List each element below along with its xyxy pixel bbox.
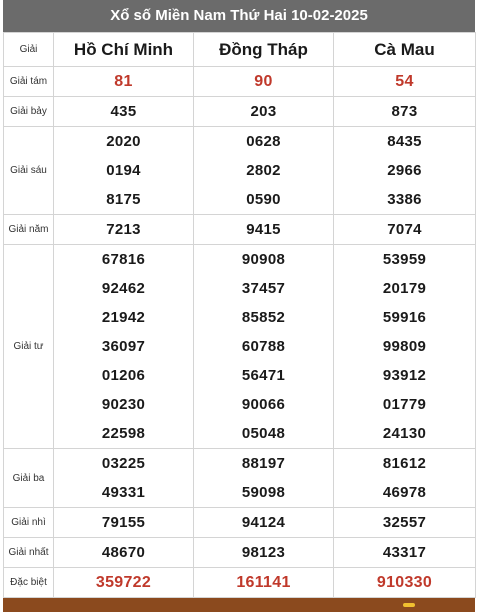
prize-number: 81612 [382,455,427,472]
prize-number: 93912 [382,367,427,384]
prize-number: 92462 [101,280,146,297]
prize-cell-ho-chi-minh [54,508,194,538]
prize-number: 3386 [387,191,422,208]
prize-cell-dong-thap [194,97,334,127]
prize-row [4,127,476,215]
prize-label: Giải nhất [4,538,54,568]
prize-row [4,449,476,508]
province-header-ho-chi-minh: Hồ Chí Minh [54,33,194,67]
prize-cell-ho-chi-minh [54,97,194,127]
prize-cell-ca-mau [334,215,476,245]
prize-number: 20179 [382,280,427,297]
prize-row [4,568,476,598]
prize-row [4,215,476,245]
prize-number: 53959 [382,251,427,268]
prize-number: 2966 [387,162,422,179]
prize-number: 90908 [241,251,286,268]
prize-number: 36097 [101,338,146,355]
prize-number: 46978 [382,484,427,501]
prize-number: 9415 [246,221,281,238]
prize-number: 21942 [101,309,146,326]
prize-number: 85852 [241,309,286,326]
province-header-ca-mau: Cà Mau [334,33,476,67]
prize-row [4,508,476,538]
prize-cell-ca-mau [334,97,476,127]
prize-number: 32557 [382,514,427,531]
footer-decoration [403,603,415,607]
prize-label: Giải tư [4,245,54,449]
prize-cell-ho-chi-minh [54,245,194,449]
prize-number: 59916 [382,309,427,326]
footer-bar [3,598,475,612]
special-prize-number: 910330 [376,574,433,591]
prize-cell-dong-thap [194,568,334,598]
prize-cell-dong-thap [194,245,334,449]
prize-label: Đặc biệt [4,568,54,598]
prize-number: 7213 [106,221,141,238]
prize-label: Giải ba [4,449,54,508]
prize-number: 0194 [106,162,141,179]
prize-cell-ho-chi-minh [54,538,194,568]
prize-number: 2802 [246,162,281,179]
prize-cell-dong-thap [194,127,334,215]
prize-cell-ho-chi-minh [54,568,194,598]
prize-number: 90 [254,73,273,90]
prize-cell-ho-chi-minh [54,67,194,97]
prize-number: 99809 [382,338,427,355]
prize-number: 01206 [101,367,146,384]
prize-number: 01779 [382,396,427,413]
prize-number: 22598 [101,425,146,442]
province-header-dong-thap: Đồng Tháp [194,33,334,67]
prize-cell-ca-mau [334,67,476,97]
prize-cell-dong-thap [194,67,334,97]
prize-cell-ca-mau [334,245,476,449]
prize-number: 0628 [246,133,281,150]
prize-number: 79155 [101,514,146,531]
prize-number: 43317 [382,544,427,561]
prize-label: Giải sáu [4,127,54,215]
results-title: Xổ số Miền Nam Thứ Hai 10-02-2025 [3,0,475,32]
prize-number: 203 [250,103,277,120]
prize-row [4,538,476,568]
prize-cell-ca-mau [334,508,476,538]
prize-cell-ca-mau [334,127,476,215]
prize-column-header: Giải [4,33,54,67]
prize-number: 24130 [382,425,427,442]
prize-number: 48670 [101,544,146,561]
prize-label: Giải bảy [4,97,54,127]
prize-cell-ca-mau [334,449,476,508]
prize-number: 56471 [241,367,286,384]
results-table [3,32,476,598]
prize-number: 8435 [387,133,422,150]
prize-cell-ho-chi-minh [54,449,194,508]
special-prize-number: 359722 [95,574,152,591]
prize-cell-ho-chi-minh [54,127,194,215]
prize-number: 54 [395,73,414,90]
prize-cell-ca-mau [334,568,476,598]
special-prize-number: 161141 [236,574,291,591]
prize-number: 59098 [241,484,286,501]
prize-cell-ho-chi-minh [54,215,194,245]
prize-label: Giải tám [4,67,54,97]
prize-number: 49331 [101,484,146,501]
prize-cell-ca-mau [334,538,476,568]
prize-number: 94124 [241,514,286,531]
lottery-results-panel [3,0,475,612]
prize-number: 81 [114,73,133,90]
prize-number: 88197 [241,455,286,472]
prize-row [4,67,476,97]
prize-number: 05048 [241,425,286,442]
prize-number: 60788 [241,338,286,355]
prize-table-body [4,67,476,598]
prize-number: 7074 [387,221,422,238]
prize-cell-dong-thap [194,538,334,568]
prize-number: 98123 [241,544,286,561]
prize-cell-dong-thap [194,508,334,538]
prize-row [4,97,476,127]
prize-number: 435 [110,103,137,120]
prize-number: 90066 [241,396,286,413]
prize-number: 8175 [106,191,141,208]
prize-number: 03225 [101,455,146,472]
prize-cell-dong-thap [194,215,334,245]
prize-cell-dong-thap [194,449,334,508]
prize-label: Giải năm [4,215,54,245]
prize-number: 37457 [241,280,286,297]
prize-row [4,245,476,449]
prize-number: 873 [391,103,418,120]
prize-number: 2020 [106,133,141,150]
prize-number: 90230 [101,396,146,413]
prize-number: 67816 [101,251,146,268]
prize-number: 0590 [246,191,281,208]
header-row [4,33,476,67]
prize-label: Giải nhì [4,508,54,538]
